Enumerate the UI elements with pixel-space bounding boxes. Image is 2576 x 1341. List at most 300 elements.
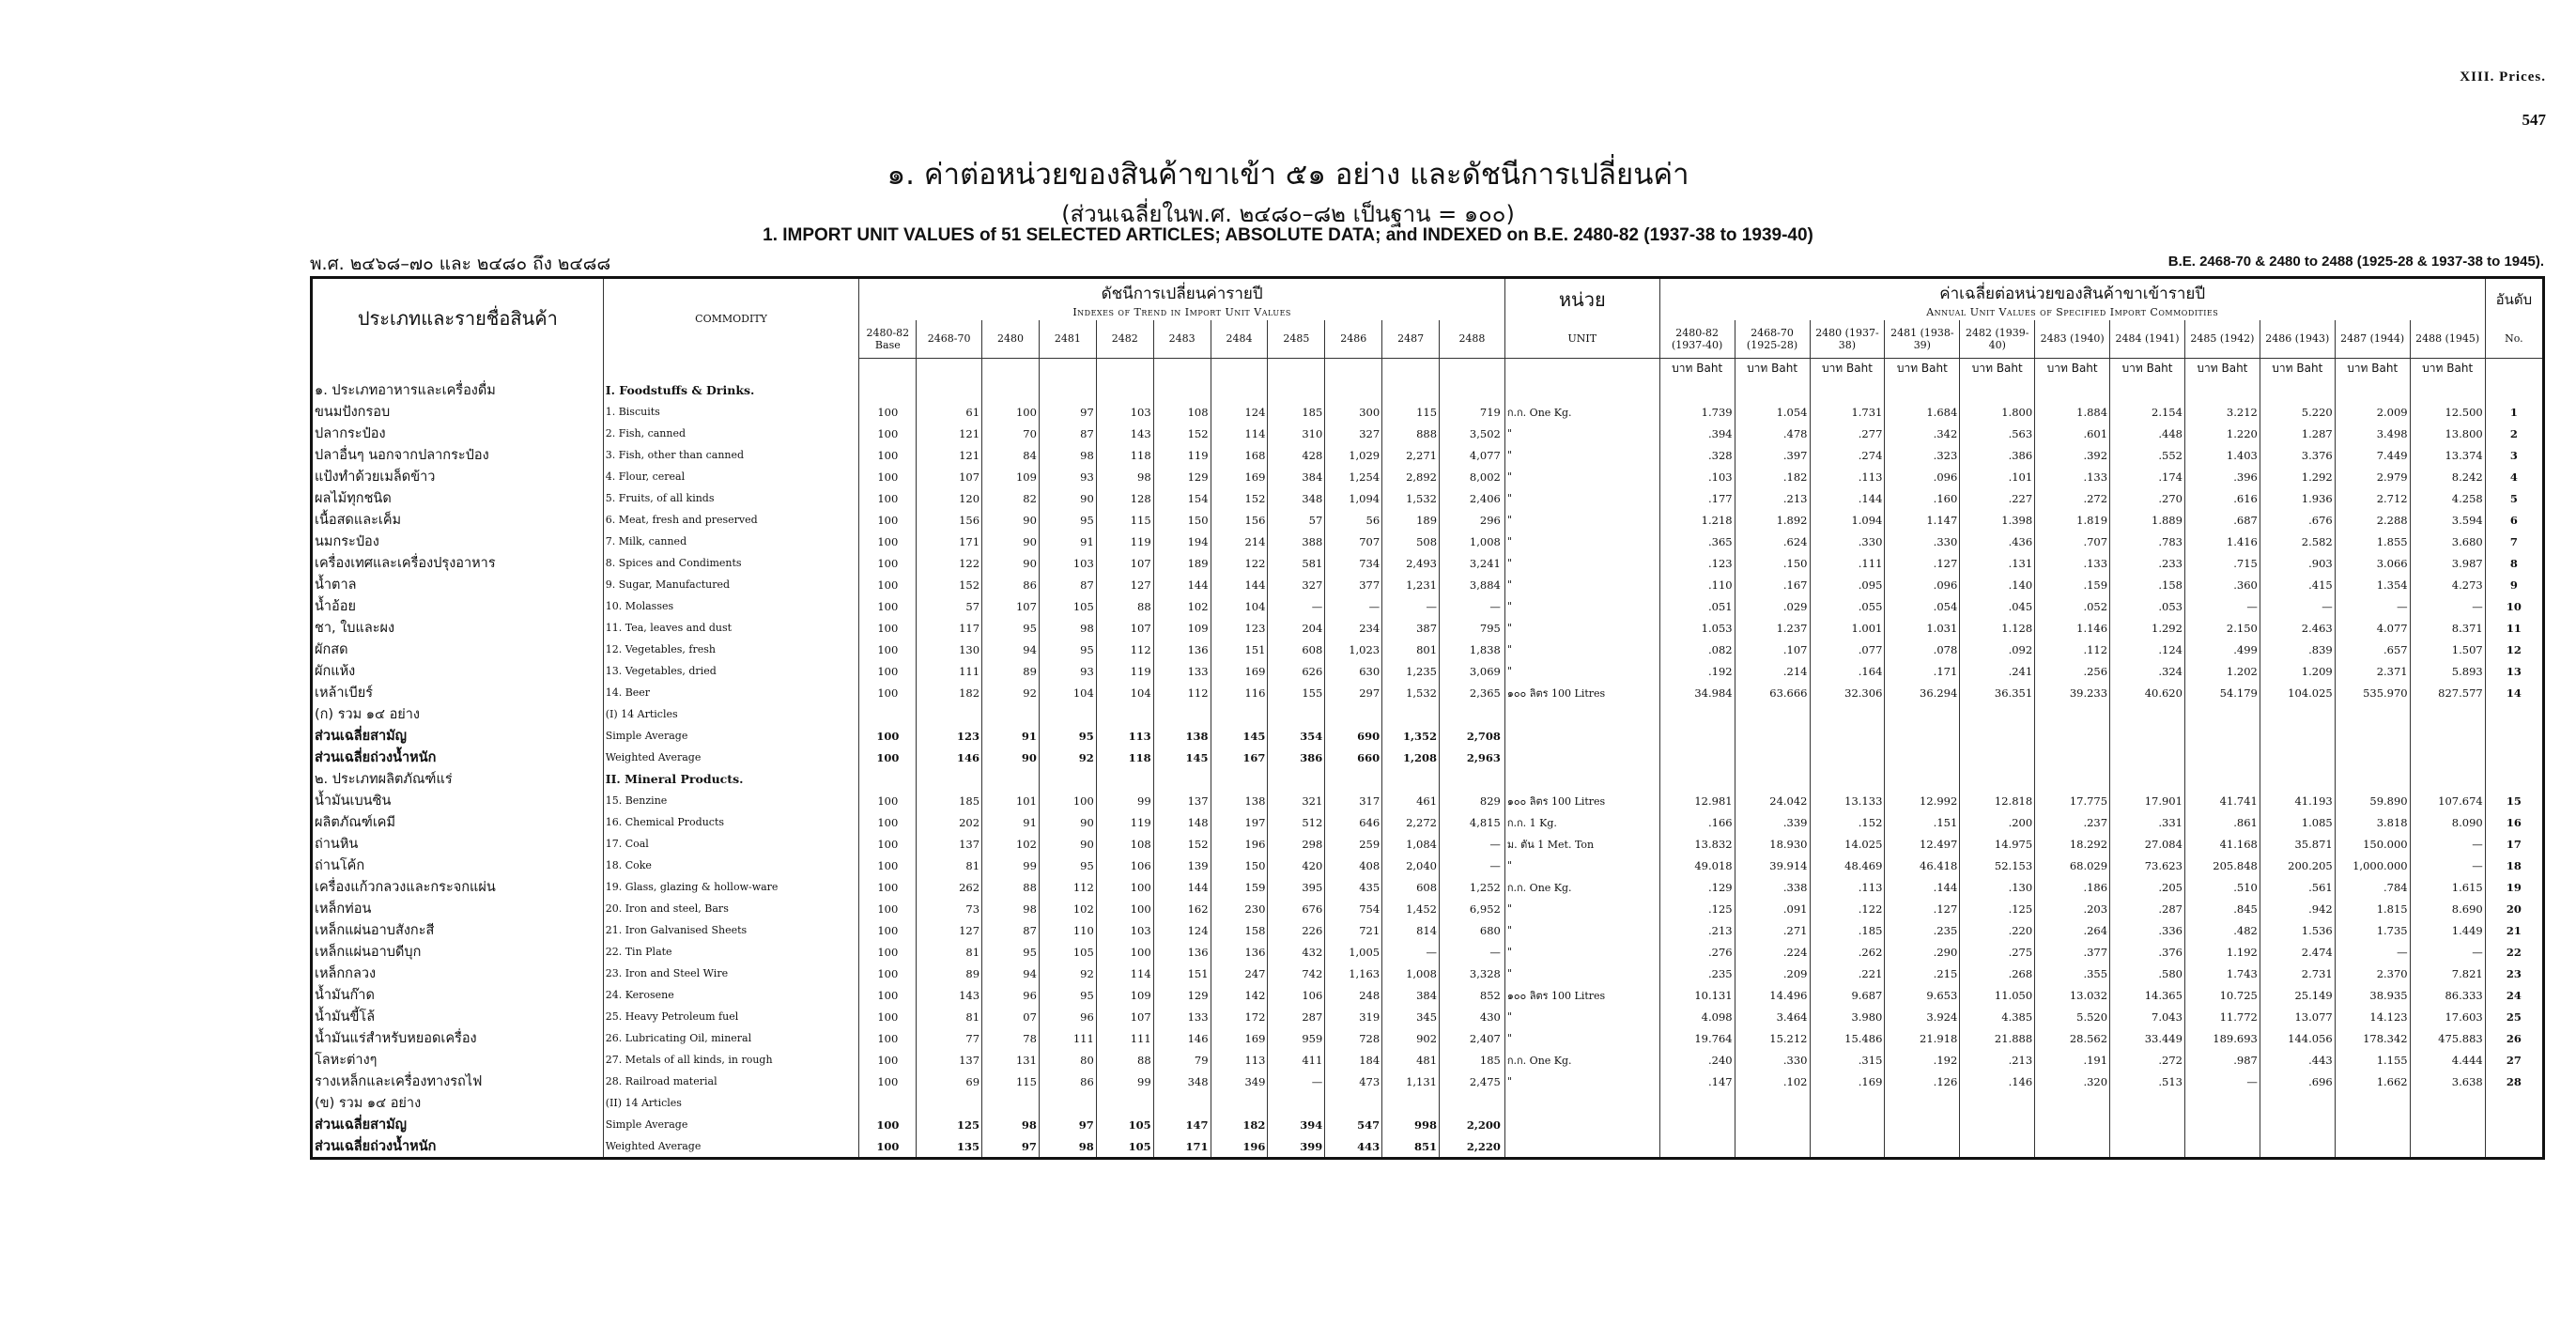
unit-value: .676 <box>2260 509 2335 531</box>
unit-value: — <box>2410 855 2485 876</box>
index-value: 461 <box>1382 790 1440 811</box>
unit-value <box>1735 379 1810 401</box>
index-value: 100 <box>859 1114 917 1135</box>
index-value: 97 <box>1039 1114 1096 1135</box>
table-row <box>312 487 2544 509</box>
index-value: 93 <box>1039 466 1096 487</box>
index-value: 345 <box>1382 1006 1440 1027</box>
index-value: 169 <box>1211 1027 1268 1049</box>
unit-value: .436 <box>1960 531 2035 552</box>
index-value: 1,208 <box>1382 747 1440 768</box>
index-value: 100 <box>859 941 917 963</box>
index-value: 88 <box>982 876 1040 898</box>
index-value <box>1096 1092 1153 1114</box>
thai-commodity-name: ถ่านหิน <box>312 833 604 855</box>
index-value: 100 <box>1096 941 1153 963</box>
table-row <box>312 833 2544 855</box>
index-value: 707 <box>1325 531 1382 552</box>
unit-value: 1.292 <box>2110 617 2185 639</box>
index-value: 114 <box>1211 423 1268 444</box>
unit-value: .169 <box>1810 1071 1885 1092</box>
index-value: 81 <box>917 855 982 876</box>
unit-cell: " <box>1504 919 1659 941</box>
unit-value: .552 <box>2110 444 2185 466</box>
index-value: 122 <box>917 552 982 574</box>
index-value: 106 <box>1268 984 1325 1006</box>
index-value: 349 <box>1211 1071 1268 1092</box>
unit-value: .054 <box>1885 595 1960 617</box>
table-row <box>312 466 2544 487</box>
unit-value: 2.979 <box>2335 466 2410 487</box>
header-value-year: 2468-70 (1925-28) <box>1735 320 1810 358</box>
thai-commodity-name: เหล็กกลวง <box>312 963 604 984</box>
unit-cell: " <box>1504 941 1659 963</box>
unit-cell: " <box>1504 898 1659 919</box>
unit-cell: " <box>1504 963 1659 984</box>
currency-row <box>312 358 2544 379</box>
unit-value: 1.209 <box>2260 660 2335 682</box>
index-value: 156 <box>917 509 982 531</box>
index-value: — <box>1325 595 1382 617</box>
unit-value: .045 <box>1960 595 2035 617</box>
unit-value: 52.153 <box>1960 855 2035 876</box>
commodity-name: Simple Average <box>603 1114 859 1135</box>
unit-value: 14.365 <box>2110 984 2185 1006</box>
index-value: 125 <box>917 1114 982 1135</box>
unit-value: 1.735 <box>2335 919 2410 941</box>
unit-value: .214 <box>1735 660 1810 682</box>
row-number: 4 <box>2485 466 2543 487</box>
unit-value: 1.615 <box>2410 876 2485 898</box>
unit-value: 1.889 <box>2110 509 2185 531</box>
index-value: 100 <box>859 401 917 423</box>
unit-value: .144 <box>1810 487 1885 509</box>
unit-value: .227 <box>1960 487 2035 509</box>
unit-value: 4.273 <box>2410 574 2485 595</box>
unit-value: 14.496 <box>1735 984 1810 1006</box>
commodity-name: 23. Iron and Steel Wire <box>603 963 859 984</box>
unit-value <box>2110 1135 2185 1159</box>
unit-value <box>2184 1092 2260 1114</box>
index-value: 184 <box>1325 1049 1382 1071</box>
unit-value: 10.131 <box>1659 984 1735 1006</box>
header-index-year: 2481 <box>1039 320 1096 358</box>
thai-commodity-name: เครื่องเทศและเครื่องปรุงอาหาร <box>312 552 604 574</box>
index-value: 348 <box>1153 1071 1211 1092</box>
table-row <box>312 941 2544 963</box>
index-value: 2,407 <box>1440 1027 1505 1049</box>
index-value <box>1153 703 1211 725</box>
unit-value: 8.242 <box>2410 466 2485 487</box>
unit-value: .510 <box>2184 876 2260 898</box>
unit-cell: ก.ก. 1 Kg. <box>1504 811 1659 833</box>
thai-commodity-name: ผักแห้ง <box>312 660 604 682</box>
index-value <box>982 1092 1040 1114</box>
index-value: 79 <box>1153 1049 1211 1071</box>
unit-value: 3.924 <box>1885 1006 1960 1027</box>
unit-value: 1.147 <box>1885 509 1960 531</box>
unit-value: .055 <box>1810 595 1885 617</box>
index-value: 395 <box>1268 876 1325 898</box>
table-row <box>312 898 2544 919</box>
index-value <box>1039 1092 1096 1114</box>
index-value: 386 <box>1268 747 1325 768</box>
index-value: 196 <box>1211 833 1268 855</box>
thai-commodity-name: น้ำมันเบนซิน <box>312 790 604 811</box>
unit-value: 1.892 <box>1735 509 1810 531</box>
index-value: 547 <box>1325 1114 1382 1135</box>
unit-value: .110 <box>1659 574 1735 595</box>
unit-value: .330 <box>1735 1049 1810 1071</box>
unit-value: .126 <box>1885 1071 1960 1092</box>
index-value: 171 <box>1153 1135 1211 1159</box>
unit-value: .091 <box>1735 898 1810 919</box>
commodity-name: 12. Vegetables, fresh <box>603 639 859 660</box>
index-value <box>1325 1092 1382 1114</box>
index-value: 8,002 <box>1440 466 1505 487</box>
index-value: 100 <box>1039 790 1096 811</box>
unit-value: .448 <box>2110 423 2185 444</box>
index-value: 94 <box>982 639 1040 660</box>
commodity-name: 8. Spices and Condiments <box>603 552 859 574</box>
index-value: 430 <box>1440 1006 1505 1027</box>
unit-value: 5.520 <box>2035 1006 2110 1027</box>
index-value: 119 <box>1096 811 1153 833</box>
unit-value: 18.930 <box>1735 833 1810 855</box>
index-value: 88 <box>1096 1049 1153 1071</box>
table-title-thai: ๑. ค่าต่อหน่วยของสินค้าขาเข้า ๕๑ อย่าง และดัชนีการเปลี่ยนค่า <box>887 158 1689 192</box>
unit-value: 11.050 <box>1960 984 2035 1006</box>
index-value: 150 <box>1211 855 1268 876</box>
unit-value: .330 <box>1810 531 1885 552</box>
index-value: 122 <box>1211 552 1268 574</box>
unit-value: 40.620 <box>2110 682 2185 703</box>
index-value: — <box>1440 855 1505 876</box>
index-value: 127 <box>917 919 982 941</box>
index-value: 959 <box>1268 1027 1325 1049</box>
index-value: 99 <box>1096 1071 1153 1092</box>
index-value: 106 <box>1096 855 1153 876</box>
index-value: 138 <box>1211 790 1268 811</box>
index-value: 101 <box>982 790 1040 811</box>
blank-cell <box>1211 358 1268 379</box>
thai-commodity-name: ส่วนเฉลี่ยถ่วงน้ำหนัก <box>312 747 604 768</box>
index-value: 104 <box>1211 595 1268 617</box>
table-row <box>312 1006 2544 1027</box>
index-value: 158 <box>1211 919 1268 941</box>
unit-cell: " <box>1504 487 1659 509</box>
index-value: — <box>1440 833 1505 855</box>
row-number: 23 <box>2485 963 2543 984</box>
index-value: 84 <box>982 444 1040 466</box>
unit-value <box>2410 1092 2485 1114</box>
index-value: 90 <box>982 552 1040 574</box>
unit-value: .513 <box>2110 1071 2185 1092</box>
unit-value: .053 <box>2110 595 2185 617</box>
unit-value: .096 <box>1885 466 1960 487</box>
sub-row <box>312 703 2544 725</box>
unit-cell: " <box>1504 423 1659 444</box>
index-value: 159 <box>1211 876 1268 898</box>
unit-value: 2.150 <box>2184 617 2260 639</box>
index-value: 100 <box>859 1071 917 1092</box>
index-value: 319 <box>1325 1006 1382 1027</box>
commodity-name: 9. Sugar, Manufactured <box>603 574 859 595</box>
commodity-name: Weighted Average <box>603 747 859 768</box>
unit-value: .096 <box>1885 574 1960 595</box>
unit-value: 2.370 <box>2335 963 2410 984</box>
index-value: 90 <box>1039 833 1096 855</box>
unit-value <box>2260 725 2335 747</box>
table-row <box>312 1071 2544 1092</box>
unit-value: 9.687 <box>1810 984 1885 1006</box>
unit-cell <box>1504 1114 1659 1135</box>
index-value <box>1039 703 1096 725</box>
index-value <box>1382 768 1440 790</box>
index-value: 109 <box>1096 984 1153 1006</box>
index-value: 155 <box>1268 682 1325 703</box>
index-value: 95 <box>1039 725 1096 747</box>
index-value: 95 <box>1039 509 1096 531</box>
row-number: 20 <box>2485 898 2543 919</box>
row-number <box>2485 747 2543 768</box>
commodity-name: 5. Fruits, of all kinds <box>603 487 859 509</box>
index-value: — <box>1440 941 1505 963</box>
index-value: 829 <box>1440 790 1505 811</box>
commodity-name: II. Mineral Products. <box>603 768 859 790</box>
header-index-year: 2486 <box>1325 320 1382 358</box>
thai-commodity-name: ถ่านโค้ก <box>312 855 604 876</box>
index-value: 119 <box>1096 660 1153 682</box>
index-value: 3,069 <box>1440 660 1505 682</box>
index-value: 80 <box>1039 1049 1096 1071</box>
index-value <box>982 703 1040 725</box>
index-value: 473 <box>1325 1071 1382 1092</box>
unit-value: 150.000 <box>2335 833 2410 855</box>
unit-value <box>2410 703 2485 725</box>
index-value: 2,200 <box>1440 1114 1505 1135</box>
index-value: 100 <box>859 682 917 703</box>
index-value: 105 <box>1096 1114 1153 1135</box>
index-value: 1,252 <box>1440 876 1505 898</box>
index-value: 377 <box>1325 574 1382 595</box>
unit-cell: " <box>1504 855 1659 876</box>
index-value: 197 <box>1211 811 1268 833</box>
commodity-name: 10. Molasses <box>603 595 859 617</box>
unit-value: 1.884 <box>2035 401 2110 423</box>
section-heading: XIII. Prices. <box>2460 69 2546 85</box>
row-number: 8 <box>2485 552 2543 574</box>
unit-value: .159 <box>2035 574 2110 595</box>
index-value: 443 <box>1325 1135 1382 1159</box>
header-thai-commodity: ประเภทและรายชื่อสินค้า <box>312 278 604 359</box>
index-value: 103 <box>1039 552 1096 574</box>
unit-value <box>2035 1092 2110 1114</box>
unit-value: 1.202 <box>2184 660 2260 682</box>
index-value: 100 <box>859 876 917 898</box>
index-value: 77 <box>917 1027 982 1049</box>
unit-value: .707 <box>2035 531 2110 552</box>
unit-value: 3.212 <box>2184 401 2260 423</box>
unit-value: .192 <box>1885 1049 1960 1071</box>
index-value: 104 <box>1039 682 1096 703</box>
unit-value <box>2184 725 2260 747</box>
index-value: 851 <box>1382 1135 1440 1159</box>
index-value <box>859 768 917 790</box>
index-value: 3,502 <box>1440 423 1505 444</box>
unit-value: .839 <box>2260 639 2335 660</box>
unit-value: 68.029 <box>2035 855 2110 876</box>
index-value: 721 <box>1325 919 1382 941</box>
index-value: 109 <box>1153 617 1211 639</box>
unit-value: .256 <box>2035 660 2110 682</box>
index-value <box>859 703 917 725</box>
index-value: 185 <box>1268 401 1325 423</box>
unit-value: 178.342 <box>2335 1027 2410 1049</box>
unit-value: .215 <box>1885 963 1960 984</box>
unit-value <box>2410 747 2485 768</box>
blank-cell <box>2485 358 2543 379</box>
unit-value: 1.398 <box>1960 509 2035 531</box>
unit-value <box>2035 725 2110 747</box>
unit-value: .580 <box>2110 963 2185 984</box>
thai-commodity-name: โลหะต่างๆ <box>312 1049 604 1071</box>
unit-value: 2.712 <box>2335 487 2410 509</box>
index-value <box>917 379 982 401</box>
commodity-name: Weighted Average <box>603 1135 859 1159</box>
unit-cell: ๑๐๐ ลิตร 100 Litres <box>1504 682 1659 703</box>
index-value: 384 <box>1268 466 1325 487</box>
unit-value: .342 <box>1885 423 1960 444</box>
unit-value: .111 <box>1810 552 1885 574</box>
unit-value: 46.418 <box>1885 855 1960 876</box>
index-value <box>1440 768 1505 790</box>
unit-value: .123 <box>1659 552 1735 574</box>
unit-value: 73.623 <box>2110 855 2185 876</box>
index-value: 78 <box>982 1027 1040 1049</box>
unit-value: .167 <box>1735 574 1810 595</box>
index-value: 144 <box>1153 876 1211 898</box>
thai-commodity-name: น้ำตาล <box>312 574 604 595</box>
unit-value: .213 <box>1960 1049 2035 1071</box>
currency-label: บาท Baht <box>2410 358 2485 379</box>
index-value: 1,084 <box>1382 833 1440 855</box>
index-value: 121 <box>917 444 982 466</box>
unit-value: .177 <box>1659 487 1735 509</box>
unit-value: 1.218 <box>1659 509 1735 531</box>
unit-value <box>2110 1114 2185 1135</box>
currency-label: บาท Baht <box>2035 358 2110 379</box>
unit-value <box>1735 703 1810 725</box>
header-value-year: 2487 (1944) <box>2335 320 2410 358</box>
index-value <box>1153 379 1211 401</box>
index-value <box>1211 1092 1268 1114</box>
index-value: 113 <box>1211 1049 1268 1071</box>
index-value: 111 <box>917 660 982 682</box>
thai-commodity-name: ส่วนเฉลี่ยสามัญ <box>312 725 604 747</box>
unit-value <box>2260 379 2335 401</box>
unit-cell <box>1504 379 1659 401</box>
period-english: B.E. 2468-70 & 2480 to 2488 (1925-28 & 1937-38 to 1945). <box>2167 254 2544 270</box>
unit-cell <box>1504 768 1659 790</box>
unit-value: 5.893 <box>2410 660 2485 682</box>
index-value: 1,005 <box>1325 941 1382 963</box>
unit-value: 1.128 <box>1960 617 2035 639</box>
row-number: 9 <box>2485 574 2543 595</box>
commodity-name: 16. Chemical Products <box>603 811 859 833</box>
unit-value: .499 <box>2184 639 2260 660</box>
index-value <box>1325 703 1382 725</box>
unit-value: .131 <box>1960 552 2035 574</box>
unit-value: .127 <box>1885 898 1960 919</box>
index-value: 100 <box>859 1135 917 1159</box>
row-number <box>2485 379 2543 401</box>
unit-value: .082 <box>1659 639 1735 660</box>
unit-value: 1.936 <box>2260 487 2335 509</box>
blank-cell <box>1382 358 1440 379</box>
unit-cell: " <box>1504 531 1659 552</box>
unit-value: .213 <box>1735 487 1810 509</box>
unit-value: 39.233 <box>2035 682 2110 703</box>
index-value: 112 <box>1096 639 1153 660</box>
unit-value: .113 <box>1810 876 1885 898</box>
unit-value: 1.739 <box>1659 401 1735 423</box>
index-value: 100 <box>859 747 917 768</box>
unit-value: 12.500 <box>2410 401 2485 423</box>
unit-value: .274 <box>1810 444 1885 466</box>
unit-value: 15.486 <box>1810 1027 1885 1049</box>
unit-value <box>1885 379 1960 401</box>
thai-commodity-name: แป้งทำด้วยเมล็ดข้าว <box>312 466 604 487</box>
unit-value <box>1960 379 2035 401</box>
unit-value: .330 <box>1885 531 1960 552</box>
index-value: 428 <box>1268 444 1325 466</box>
unit-value <box>1810 379 1885 401</box>
table-row <box>312 509 2544 531</box>
unit-value: .200 <box>1960 811 2035 833</box>
index-value: 1,532 <box>1382 487 1440 509</box>
index-value <box>1268 1092 1325 1114</box>
unit-value: 1.085 <box>2260 811 2335 833</box>
unit-value <box>2410 379 2485 401</box>
index-value: 142 <box>1211 984 1268 1006</box>
unit-value: .331 <box>2110 811 2185 833</box>
index-value: — <box>1268 1071 1325 1092</box>
index-value: 90 <box>1039 811 1096 833</box>
unit-value: — <box>2260 595 2335 617</box>
unit-value <box>2184 1135 2260 1159</box>
header-index-english: Indexes of Trend in Import Unit Values <box>1072 306 1291 318</box>
table-row <box>312 963 2544 984</box>
thai-commodity-name: เหล้าเบียร์ <box>312 682 604 703</box>
index-value: 152 <box>1153 423 1211 444</box>
unit-value <box>2035 703 2110 725</box>
index-value: 182 <box>1211 1114 1268 1135</box>
index-value: 100 <box>859 595 917 617</box>
unit-value: — <box>2410 595 2485 617</box>
commodity-name: 4. Flour, cereal <box>603 466 859 487</box>
index-value: 87 <box>1039 574 1096 595</box>
unit-value: 3.066 <box>2335 552 2410 574</box>
index-value: 100 <box>982 401 1040 423</box>
thai-commodity-name: (ก) รวม ๑๔ อย่าง <box>312 703 604 725</box>
unit-cell: " <box>1504 1006 1659 1027</box>
index-value: 100 <box>859 423 917 444</box>
index-value: 259 <box>1325 833 1382 855</box>
index-value: 98 <box>1039 1135 1096 1159</box>
unit-value: 34.984 <box>1659 682 1735 703</box>
unit-value <box>1885 768 1960 790</box>
